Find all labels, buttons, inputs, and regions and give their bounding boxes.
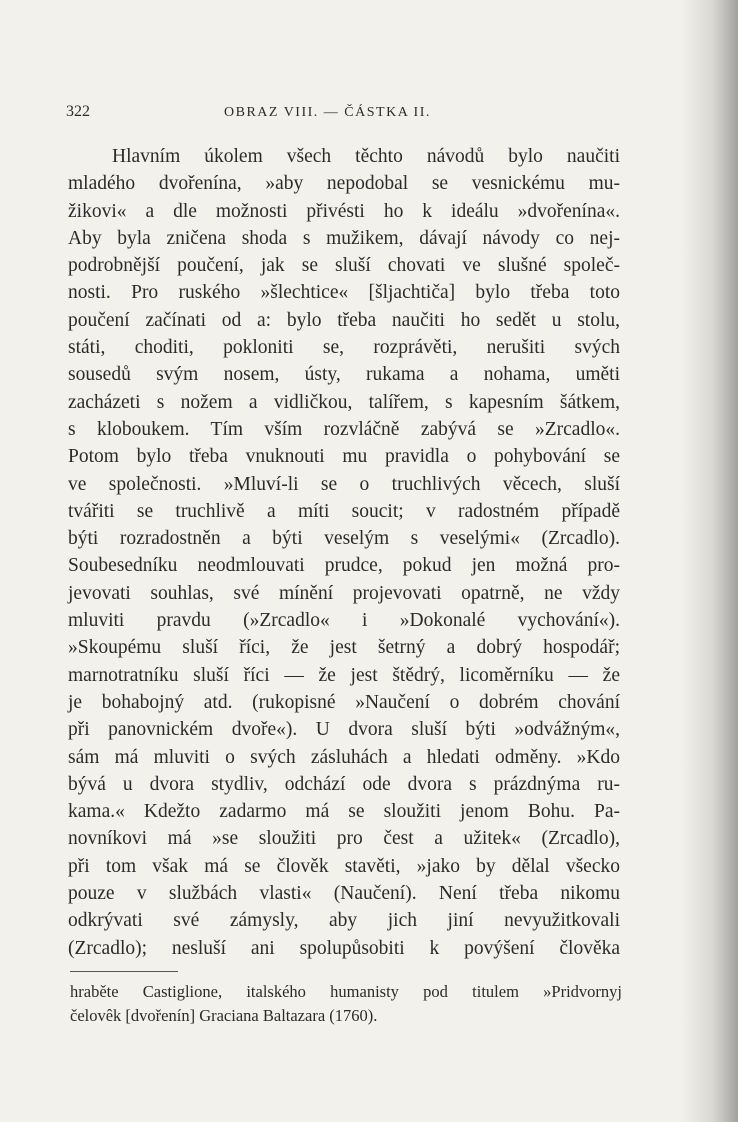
text-line: »Skoupému sluší říci, že jest šetrný a dobrý hospodář; — [68, 637, 620, 659]
text-line: při panovnickém dvoře«). U dvora sluší býti »odvážným«, — [68, 719, 620, 741]
text-line: ve společnosti. »Mluví-li se o truchlivých věcech, sluší — [68, 473, 620, 495]
text-line: Aby byla zničena shoda s mužikem, dávají návody co nej- — [68, 227, 620, 249]
text-line: Soubesedníku neodmlouvati prudce, pokud jen možná pro- — [68, 555, 620, 577]
text-line: státi, choditi, pokloniti se, rozprávěti, nerušiti svých — [68, 337, 620, 359]
footnote-line: čelovêk [dvořenín] Graciana Baltazara (1760). — [70, 1006, 378, 1025]
footnote — [70, 980, 622, 1028]
text-line: poučení začínati od a: bylo třeba naučiti ho sedět u stolu, — [68, 309, 620, 331]
text-line: je bohabojný atd. (rukopisné »Naučení o dobrém chování — [68, 691, 620, 713]
text-line: zacházeti s nožem a vidličkou, talířem, s kapesním šátkem, — [68, 391, 620, 413]
text-line: pouze v službách vlasti« (Naučení). Není třeba nikomu — [68, 883, 620, 905]
running-title: OBRAZ VIII. — ČÁSTKA II. — [224, 105, 431, 120]
text-line: žikovi« a dle možnosti přivésti ho k ideálu »dvořenína«. — [68, 200, 620, 222]
text-line: mladého dvořenína, »aby nepodobal se vesnickému mu- — [68, 173, 620, 195]
text-line: marnotratníku sluší říci — že jest štědrý, licoměrníku — že — [68, 664, 620, 686]
text-line: bývá u dvora stydliv, odchází ode dvora s prázdnýma ru- — [68, 773, 620, 795]
text-line: kama.« Kdežto zadarmo má se sloužiti jenom Bohu. Pa- — [68, 801, 620, 823]
footnote-line: hraběte Castiglione, italského humanisty pod titulem »Pridvornyj — [70, 982, 622, 1001]
text-line: mluviti pravdu (»Zrcadlo« i »Dokonalé vychování«). — [68, 610, 620, 632]
text-line: při tom však má se člověk stavěti, »jako by dělal všecko — [68, 855, 620, 877]
footnote-divider — [70, 971, 178, 972]
text-line: jevovati souhlas, své mínění projevovati opatrně, ne vždy — [68, 582, 620, 604]
page-header — [66, 103, 666, 127]
text-line: s kloboukem. Tím vším rozvláčně zabývá se »Zrcadlo«. — [68, 418, 620, 440]
text-line: nosti. Pro ruského »šlechtice« [šljachtiča] bylo třeba toto — [68, 282, 620, 304]
text-line: Potom bylo třeba vnuknouti mu pravidla o pohybování se — [68, 446, 620, 468]
text-line: novníkovi má »se sloužiti pro čest a užitek« (Zrcadlo), — [68, 828, 620, 850]
text-line: odkrývati své zámysly, aby jich jiní nevyužitkovali — [68, 910, 620, 932]
text-line: býti rozradostněn a býti veselým s veselými« (Zrcadlo). — [68, 528, 620, 550]
page-number: 322 — [66, 103, 90, 120]
page-edge-shadow — [680, 0, 738, 1122]
text-line: sám má mluviti o svých zásluhách a hledati odměny. »Kdo — [68, 746, 620, 768]
text-line: (Zrcadlo); nesluší ani spolupůsobiti k povýšení člověka — [68, 937, 620, 959]
text-line: sousedů svým nosem, ústy, rukama a nohama, uměti — [68, 364, 620, 386]
text-line: podrobnější poučení, jak se sluší chovati ve slušné společ- — [68, 255, 620, 277]
text-line: Hlavním úkolem všech těchto návodů bylo naučiti — [112, 146, 620, 167]
body-text — [68, 143, 620, 962]
text-line: tvářiti se truchlivě a míti soucit; v radostném případě — [68, 500, 620, 522]
